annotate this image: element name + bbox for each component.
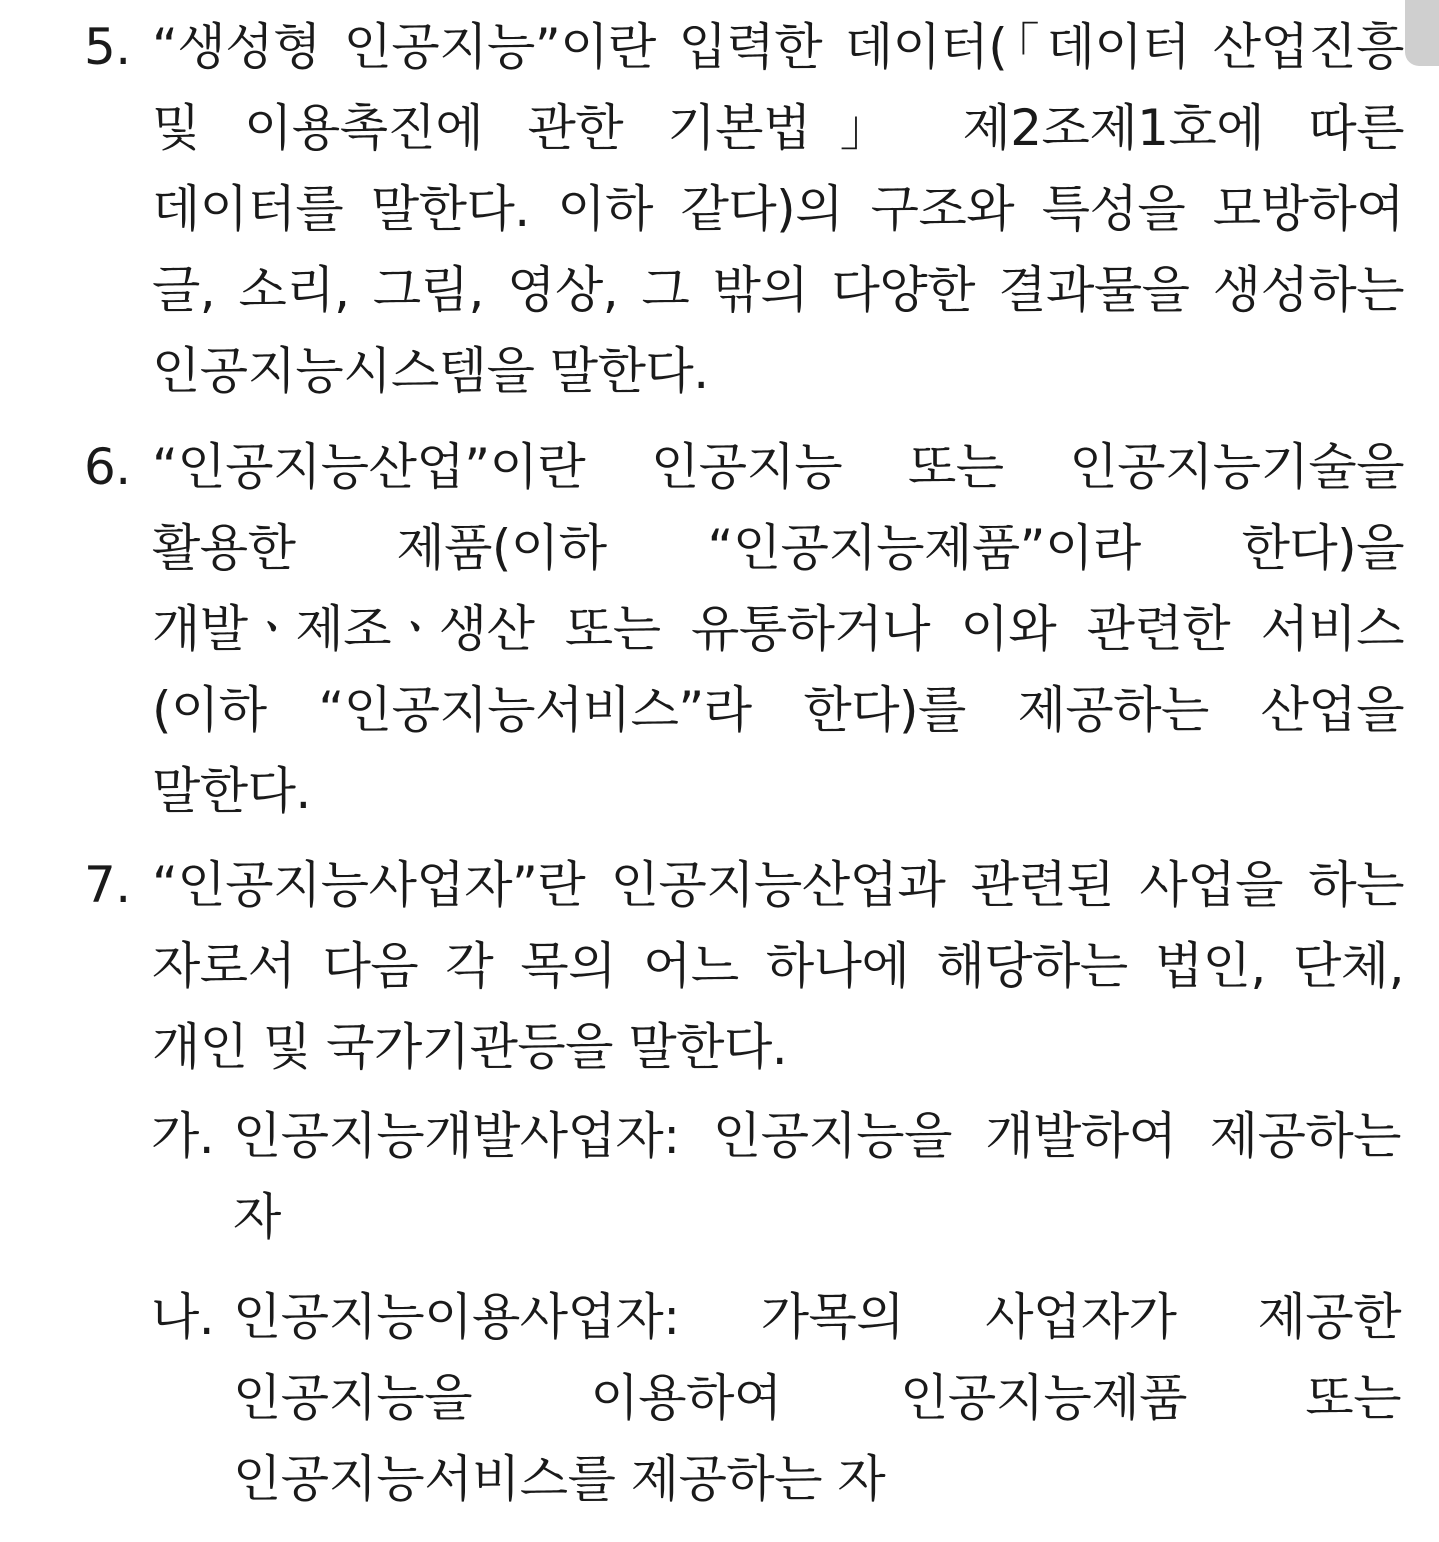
subitem-number: 가. <box>151 1107 215 1165</box>
item-number: 6. <box>84 438 131 496</box>
item-text: “인공지능사업자”란 인공지능산업과 관련된 사업을 하는 자로서 다음 각 목의 어느 하나에 해당하는 법인, 단체, 개인 및 국가기관등을 말한다. <box>152 856 1404 1076</box>
definition-item-5 <box>84 7 1404 412</box>
definition-item-6 <box>84 427 1404 832</box>
definition-subitem-na <box>151 1277 1401 1520</box>
item-number: 7. <box>84 856 131 914</box>
item-text: “생성형 인공지능”이란 입력한 데이터(「데이터 산업진흥 및 이용촉진에 관한 기본법」 제2조제1호에 따른 데이터를 말한다. 이하 같다)의 구조와 특성을 모방하여 글, 소리, 그림, 영상, 그 밖의 다양한 결과물을 생성하는 인공지능시스템을 말한다. <box>152 18 1404 400</box>
definition-subitem-ga <box>151 1096 1401 1258</box>
scrollbar-thumb[interactable] <box>1405 0 1439 66</box>
item-number: 5. <box>84 18 131 76</box>
subitem-number: 나. <box>151 1288 215 1346</box>
definition-item-7 <box>84 845 1404 1088</box>
subitem-text: 인공지능개발사업자: 인공지능을 개발하여 제공하는 자 <box>233 1107 1401 1246</box>
subitem-text: 인공지능이용사업자: 가목의 사업자가 제공한 인공지능을 이용하여 인공지능제품 또는 인공지능서비스를 제공하는 자 <box>233 1288 1401 1508</box>
item-text: “인공지능산업”이란 인공지능 또는 인공지능기술을 활용한 제품(이하 “인공지능제품”이라 한다)을 개발ㆍ제조ㆍ생산 또는 유통하거나 이와 관련한 서비스(이하 “인공지능서비스”라 한다)를 제공하는 산업을 말한다. <box>152 438 1404 820</box>
